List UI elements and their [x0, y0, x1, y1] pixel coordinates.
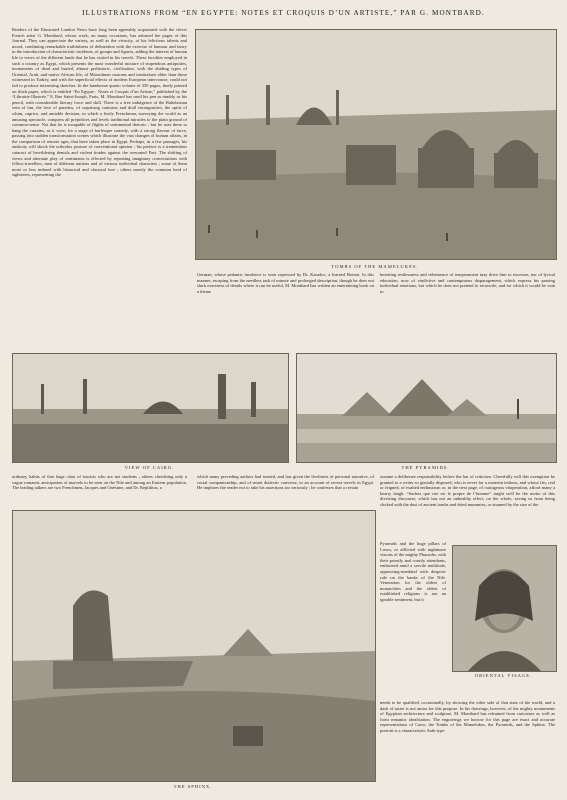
visage-engraving — [452, 545, 557, 672]
mid-paragraph-2: besetting restlessness and vehemence of temperament may drive him to excesses, nor of lyrical education, now of vindictive and contemptuous disparagement, which express his passing individual emotions, but which he does not pretend to reconcile, and for which it would be vain to — [380, 272, 555, 294]
tombs-caption: TOMBS OF THE MAMELUKES. — [331, 264, 419, 269]
intro-paragraph: Readers of the Illustrated London News have long been agreeably acquainted with the clever French artist G. Montbard, whose work, on many occasions, has adorned the pages of this Journal. They can appreciate the variety, as well as the vivacity, of his felicitous talents and mood, combining remarkable truthfulness of delineation with the exercise of humour and fancy in the introduction of characteristic incidents, of groups and figures, adding the interest of human life to views of the different lands that he has visited in his travels. These faculties employed in such a country as Egypt, which presents the most wonderful mixture of stupendous antiquities, monuments of dead and buried, almost prehistoric, civilisation, with the abiding types of Oriental, Arab, and native African life, of Mussulman customs and institutions older than those witnessed in Turkey, and with the superficial effects of modern European intercourse, could not fail to produce interesting sketches. In the handsome quarto volume of 350 pages, finely printed on thick paper, which is entitled “En Egypte : Notes et Croquis d’un Artiste,” published by the “Librairie Illustrée,” 8, Rue Saint-Joseph, Paris, M. Montbard has used his pen as nimbly as his pencil, with considerable literary force and skill. There is a free indulgence of the Rabelaisian vein of fun, the love of paradox, of surprising contrasts and droll incongruities, the spirit of whim, caprice, and amiable derision, in which a lively Frenchman, surveying the world as an amusing spectacle, conquers all prejudices and levels traditional miracles to the plain ground of common-sense. Not that he is incapable of flights of sentimental rhetoric ; but he uses these to hang the curtains, as it were, for a stage of burlesque comedy, with a strong flavour of farce, passing into sudden transformation scenes which illustrate the vast changes of human affairs, in the comparison of remote ages, that have taken place in Egypt. Perhaps, in a few passages, his audacity will shock the orthodox posture of conventional opinion ; his preface is a tremendous cataract of bewildering denials and violent tirades against the overrated Past. The shifting of views and alternate play of sentiments is effected by repeating imaginary conversations with fellow-travellers, men of different nations and of various individual characters ; some of them more or less imbued with historical and classical lore ; others merely the common herd of sightseers, representing the — [12, 27, 187, 178]
row3-text-column-1 — [12, 474, 187, 508]
cairo-caption: VIEW OF CAIRO. — [124, 465, 175, 470]
pyramids-engraving — [296, 353, 557, 463]
sphinx-engraving — [12, 510, 376, 782]
row3-text-column-2 — [197, 474, 374, 508]
mid-paragraph-1: German, whose pedantic insolence is soon repressed by Dr. Karadoc, a learned Breton. In this manner, escaping from the needless task of minute and prolonged description, though he does not shirk exactness of details where it can be useful, M. Montbard has written an entertaining book on a theme — [197, 272, 374, 294]
tombs-engraving — [195, 29, 557, 260]
row3-paragraph-2: which many preceding authors had treated, and has given the liveliness of personal narrative, of social companionship, and of smart dialectic converse, to an account of recent travels in Egypt. He implores the reader not to take his assertions too seriously ; he confesses that a certain — [197, 474, 374, 491]
mid-text-column-2 — [380, 272, 555, 324]
page-header: ILLUSTRATIONS FROM “EN EGYPTE: NOTES ET CROQUIS D’UN ARTISTE,” PAR G. MONTBARD. — [82, 9, 485, 17]
right-text-bottom — [380, 700, 555, 790]
mid-text-column-1 — [197, 272, 374, 324]
right-paragraph-top: assume a deliberate responsibility before the bar of criticism. Cheerfully will this exemption be granted to a writer so genially disposed, who is never for a moment tedious, and whose fits, real or feigned, of exalted enthusiasm or, in the next page, of outrageous vituperation, afford many a hearty laugh. “Sachez que rire est le propre de l’homme” might well be the motto of this diverting discourse, which has not an unhealthy effect, on the whole, saving us from being choked with the dust of ancient tombs and dried mummies, or stunned by the size of the — [380, 474, 555, 507]
right-paragraph-narrow: Pyramids and the huge pillars of Luxor, or afflicted with nightmare visions of the mighty Pharaohs, with their priestly and courtly attendants, enthroned amid a servile multitude, oppressing-mankind with despotic rule on the banks of the Nile. Veneration for the oldest of monarchies and the oldest of established religions is not an ignoble sentiment, but it — [380, 541, 446, 602]
pyramids-caption: THE PYRAMIDS. — [401, 465, 450, 470]
cairo-engraving — [12, 353, 289, 463]
sphinx-caption: THE SPHINX. — [173, 784, 213, 789]
right-text-top — [380, 474, 555, 541]
right-text-narrow — [380, 541, 446, 699]
row3-paragraph-1: ordinary habits of that large class of tourists who are not students ; others cherishing only a vague romantic anticipation of marvels to be seen on the Nile and among an Eastern population. The leading talkers are two Frenchmen, Jacques and Onésime, and Dr. Reptilitus, a — [12, 474, 187, 491]
visage-caption: ORIENTAL VISAGE. — [474, 673, 533, 678]
right-paragraph-bottom: needs to be qualified, occasionally, by showing the other side of that state of the world, and a dash of satire is not amiss for this purpose. In his drawings, however, of the mighty monuments of Egyptian architecture and sculpture, M. Montbard has refrained from caricature as well as from romantic idealisation. The engravings we borrow for this page are exact and accurate representations of Cairo, the Tombs of the Mamelukes, the Pyramids, and the Sphinx. The portrait is a characteristic Arab type. — [380, 700, 555, 733]
